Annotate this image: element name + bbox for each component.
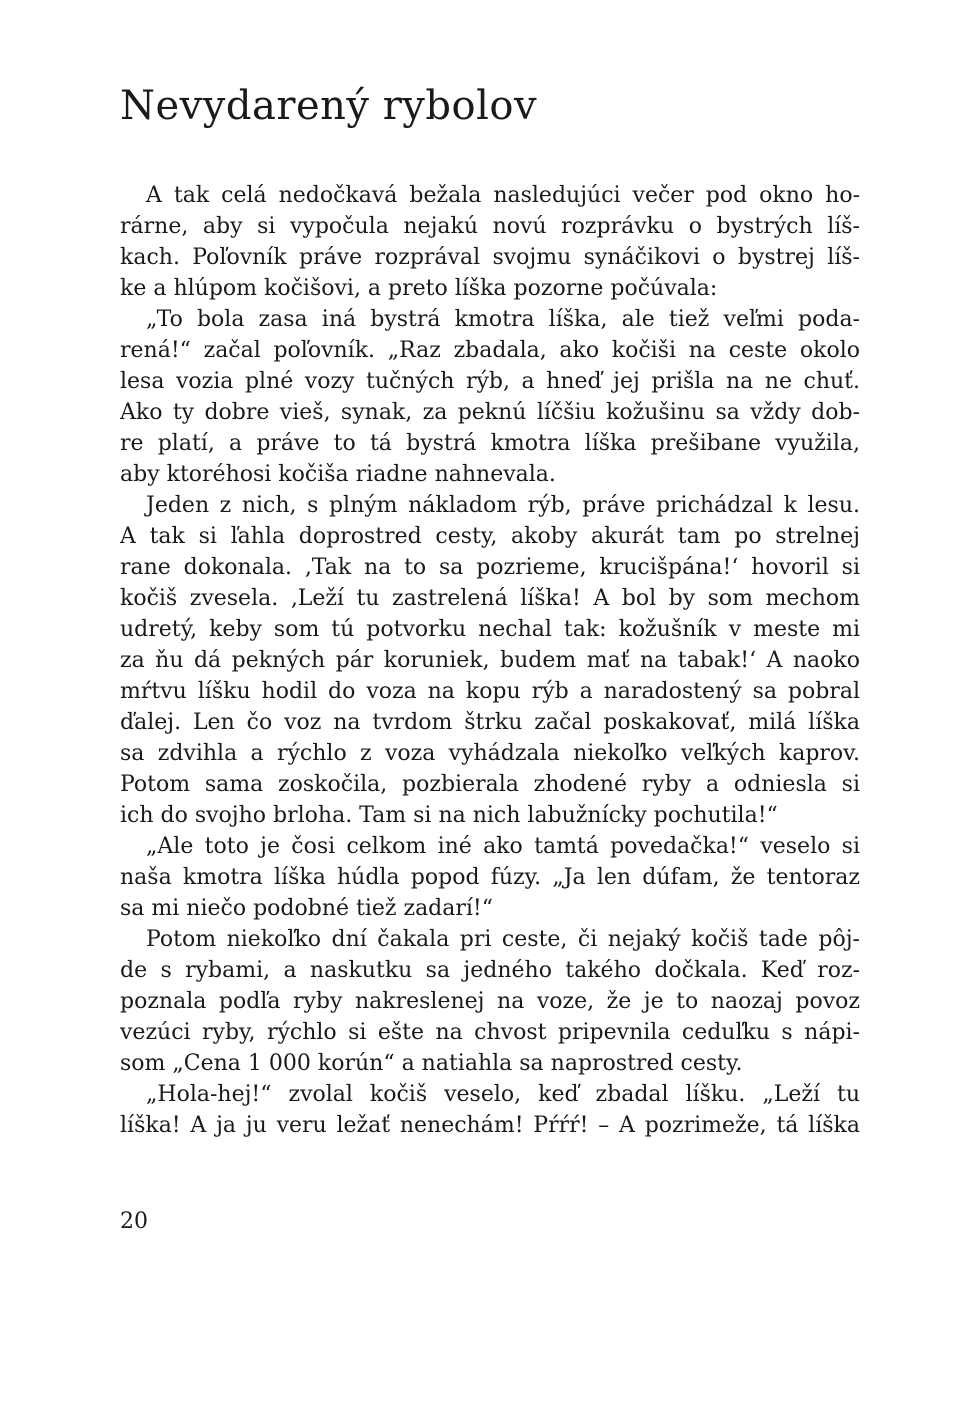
text-line: Potom sama zoskočila, pozbierala zhodené ryby a odniesla si <box>120 772 860 797</box>
text-line: kach. Poľovník práve rozprával svojmu synáčikovi o bystrej líš- <box>120 245 860 270</box>
text-line: Ako ty dobre vieš, synak, za peknú líčšiu kožušinu sa vždy dob- <box>120 400 860 425</box>
text-line: líška! A ja ju veru ležať nenechám! Pŕŕŕ! – A pozrimeže, tá líška <box>120 1113 860 1138</box>
text-line: lesa vozia plné vozy tučných rýb, a hneď jej prišla na ne chuť. <box>120 369 860 394</box>
body-text <box>120 180 860 1141</box>
paragraph <box>120 924 860 1079</box>
text-line: poznala podľa ryby nakreslenej na voze, že je to naozaj povoz <box>120 989 860 1014</box>
text-line: „Hola-hej!“ zvolal kočiš veselo, keď zbadal líšku. „Leží tu <box>146 1082 860 1107</box>
text-line: naša kmotra líška húdla popod fúzy. „Ja len dúfam, že tentoraz <box>120 865 860 890</box>
text-line: kočiš zvesela. ‚Leží tu zastrelená líška! A bol by som mechom <box>120 586 860 611</box>
paragraph <box>120 490 860 831</box>
text-line: re platí, a práve to tá bystrá kmotra líška prešibane využila, <box>120 431 860 456</box>
text-line: za ňu dá pekných pár koruniek, budem mať na tabak!‘ A naoko <box>120 648 860 673</box>
text-line: „Ale toto je čosi celkom iné ako tamtá povedačka!“ veselo si <box>146 834 860 859</box>
text-line: rená!“ začal poľovník. „Raz zbadala, ako kočiši na ceste okolo <box>120 338 860 363</box>
text-line: Potom niekoľko dní čakala pri ceste, či nejaký kočiš tade pôj- <box>146 927 860 952</box>
text-line: A tak si ľahla doprostred cesty, akoby akurát tam po strelnej <box>120 524 860 549</box>
text-line: ďalej. Len čo voz na tvrdom štrku začal poskakovať, milá líška <box>120 710 860 735</box>
text-line: rárne, aby si vypočula nejakú novú rozprávku o bystrých líš- <box>120 214 860 239</box>
paragraph <box>120 831 860 924</box>
paragraph <box>120 180 860 304</box>
text-line: vezúci ryby, rýchlo si ešte na chvost pripevnila ceduľku s nápi- <box>120 1020 860 1045</box>
text-line: som „Cena 1 000 korún“ a natiahla sa naprostred cesty. <box>120 1051 743 1076</box>
text-line: aby ktoréhosi kočiša riadne nahnevala. <box>120 462 556 487</box>
text-line: ich do svojho brloha. Tam si na nich labužnícky pochutila!“ <box>120 803 778 828</box>
paragraph <box>120 304 860 490</box>
text-line: „To bola zasa iná bystrá kmotra líška, ale tiež veľmi poda- <box>146 307 860 332</box>
text-line: sa zdvihla a rýchlo z voza vyhádzala niekoľko veľkých kaprov. <box>120 741 860 766</box>
page-number: 20 <box>120 1209 148 1234</box>
text-line: A tak celá nedočkavá bežala nasledujúci večer pod okno ho- <box>146 183 860 208</box>
chapter-title: Nevydarený rybolov <box>120 83 538 129</box>
text-line: rane dokonala. ‚Tak na to sa pozrieme, krucišpána!‘ hovoril si <box>120 555 860 580</box>
paragraph <box>120 1079 860 1141</box>
text-line: mŕtvu líšku hodil do voza na kopu rýb a naradostený sa pobral <box>120 679 860 704</box>
text-line: de s rybami, a naskutku sa jedného takého dočkala. Keď roz- <box>120 958 860 983</box>
text-line: udretý, keby som tú potvorku nechal tak: kožušník v meste mi <box>120 617 860 642</box>
text-line: sa mi niečo podobné tiež zadarí!“ <box>120 896 494 921</box>
text-line: ke a hlúpom kočišovi, a preto líška pozorne počúvala: <box>120 276 718 301</box>
text-line: Jeden z nich, s plným nákladom rýb, práve prichádzal k lesu. <box>146 493 860 518</box>
